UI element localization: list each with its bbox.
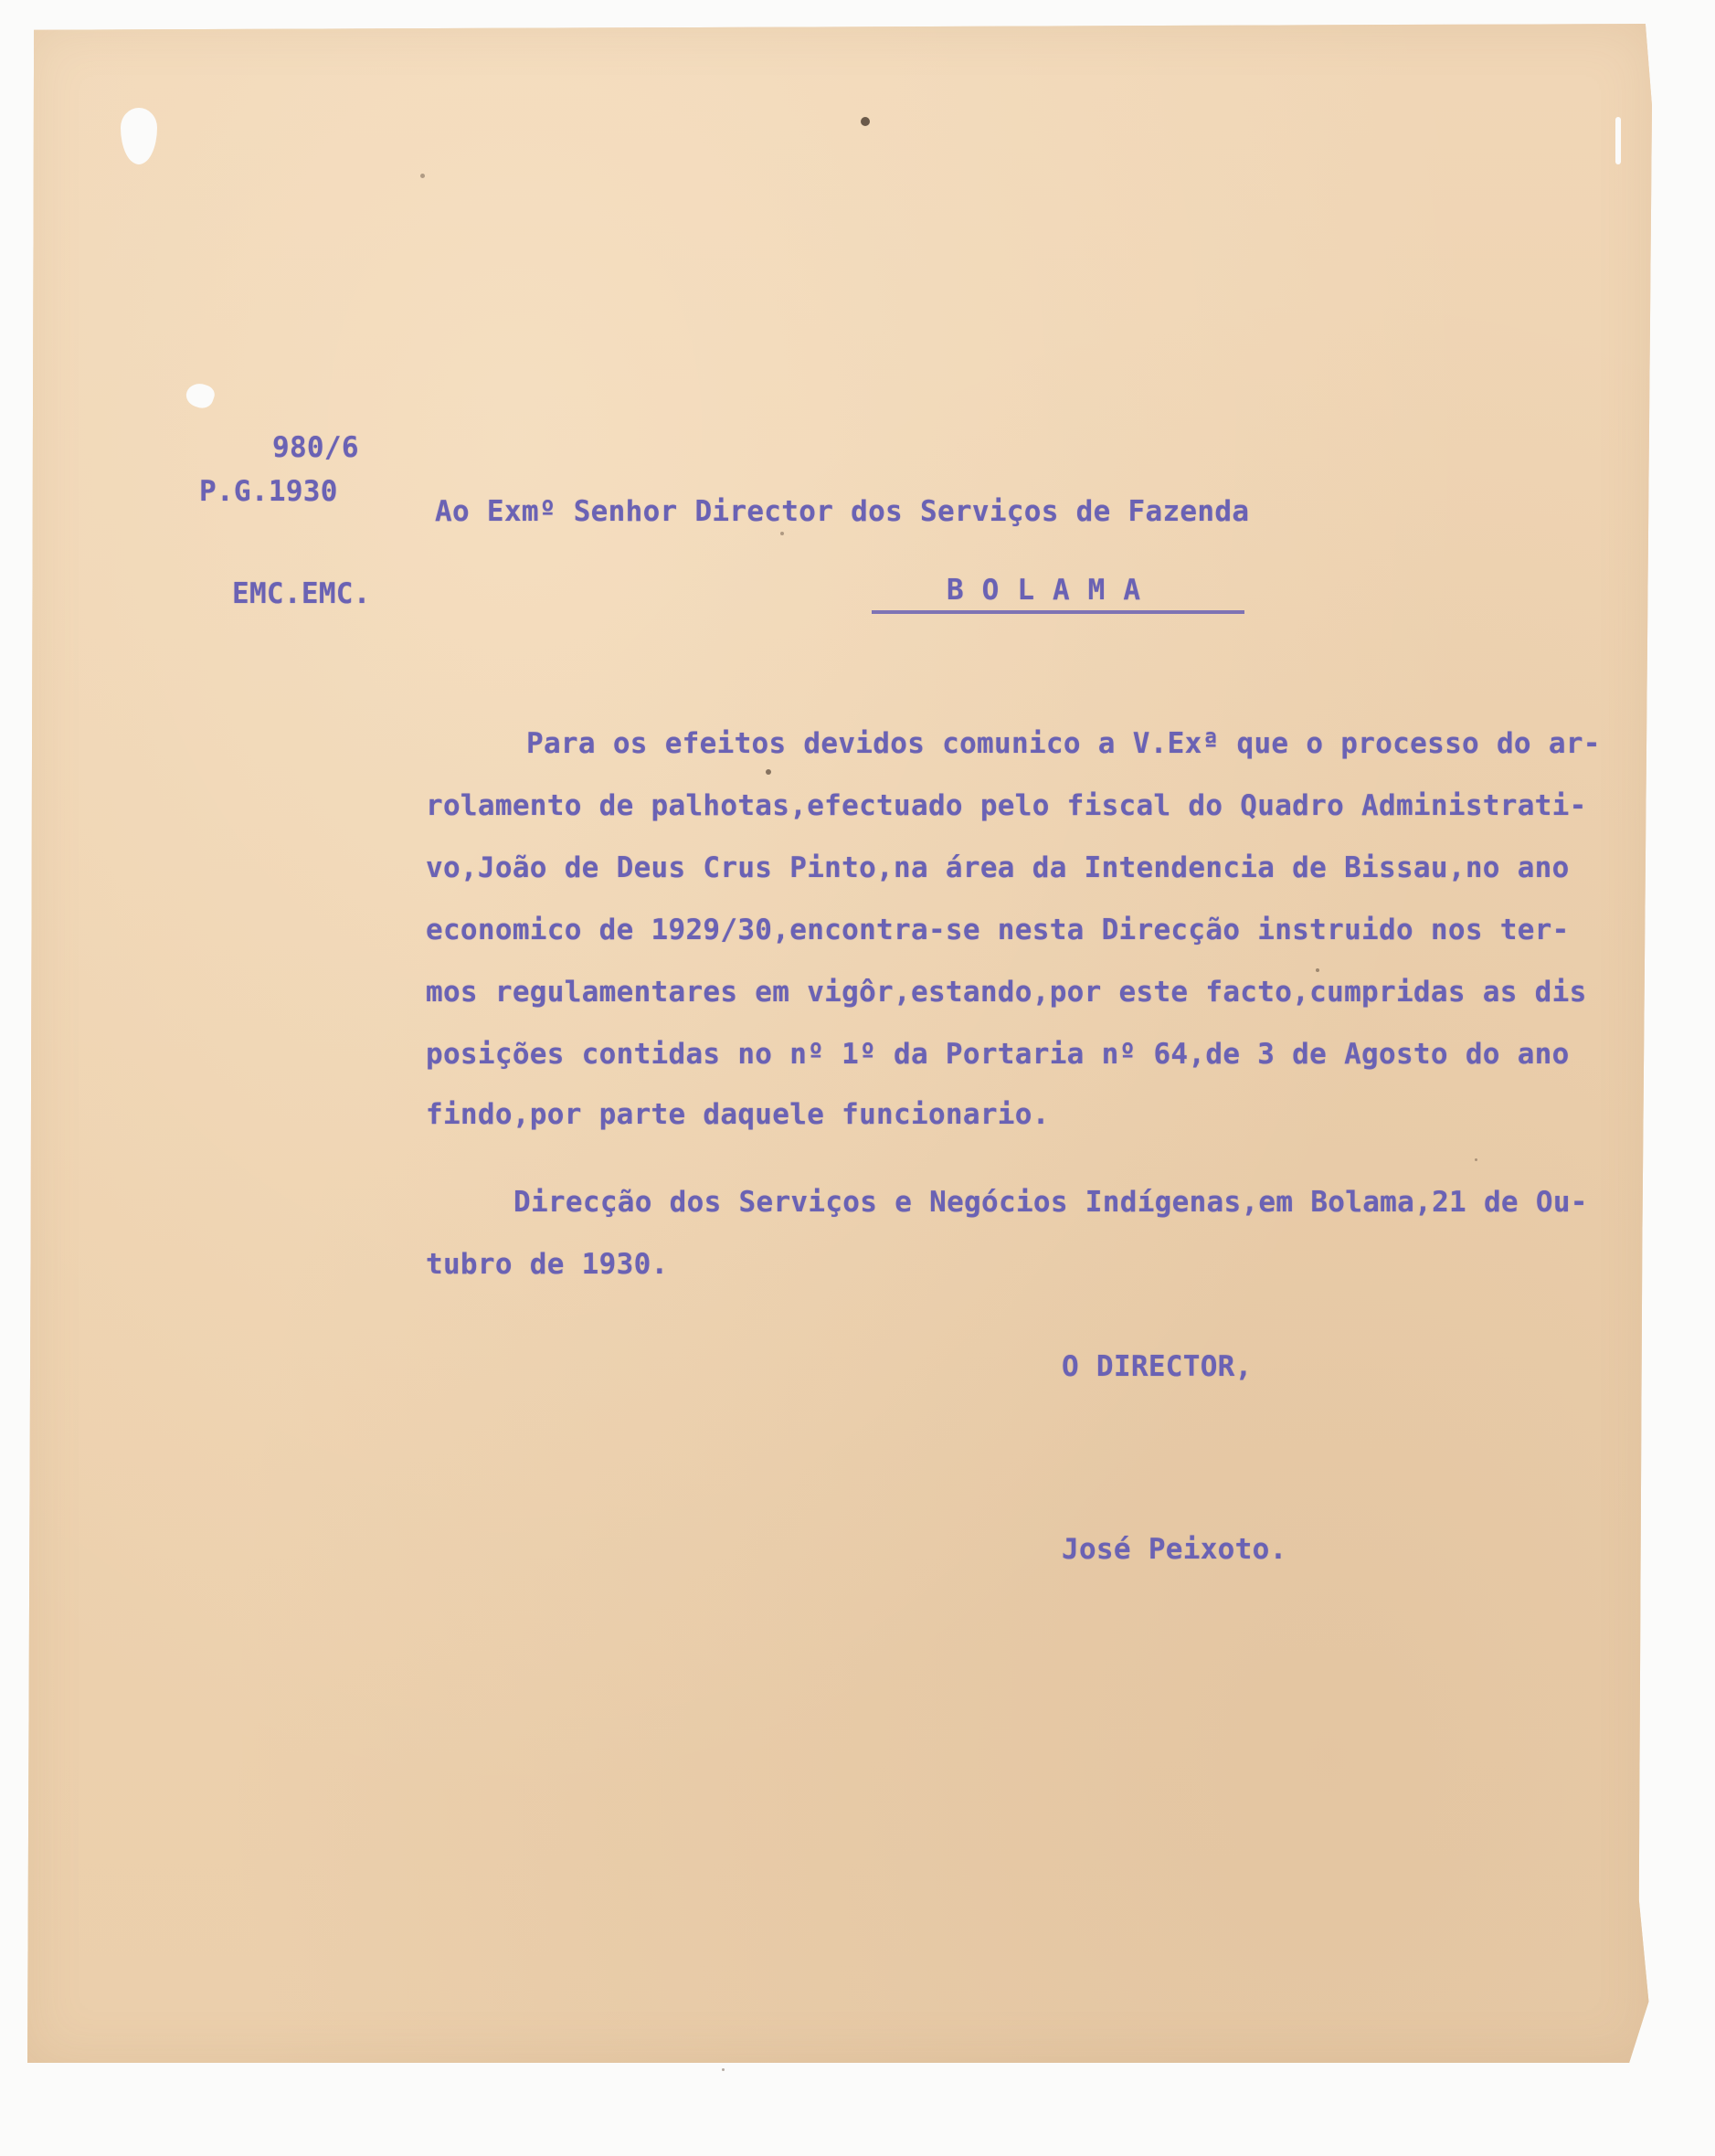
destination-city: BOLAMA <box>947 574 1159 607</box>
body-line-7: findo,por parte daquele funcionario. <box>426 1098 1050 1131</box>
body-line-3: vo,João de Deus Crus Pinto,na área da Intendencia de Bissau,no ano <box>426 851 1570 884</box>
paper-speck <box>722 2068 725 2071</box>
body-line-1: Para os efeitos devidos comunico a V.Exª que o processo do ar- <box>526 727 1601 760</box>
closing-line-1: Direcção dos Serviços e Negócios Indígenas,em Bolama,21 de Ou- <box>513 1186 1588 1219</box>
addressee-line: Ao Exmº Senhor Director dos Serviços de Fazenda <box>435 495 1250 528</box>
body-line-2: rolamento de palhotas,efectuado pelo fiscal do Quadro Administrati- <box>426 789 1587 822</box>
paper-speck <box>766 769 771 775</box>
reference-number: 980/6 <box>272 431 359 464</box>
city-underline <box>872 610 1244 614</box>
paper-speck <box>1475 1158 1477 1161</box>
body-line-5: mos regulamentares em vigôr,estando,por este facto,cumpridas as dis <box>426 976 1587 1009</box>
paper-speck <box>861 117 870 126</box>
signature-name: José Peixoto. <box>1062 1533 1287 1566</box>
paper-speck <box>780 532 784 535</box>
body-line-4: economico de 1929/30,encontra-se nesta Direcção instruido nos ter- <box>426 914 1570 946</box>
typist-initials: EMC.EMC. <box>232 577 371 610</box>
punch-hole-right <box>1615 117 1621 164</box>
signature-title: O DIRECTOR, <box>1062 1350 1253 1383</box>
closing-line-2: tubro de 1930. <box>426 1248 669 1281</box>
paper-speck <box>420 174 425 178</box>
reference-code: P.G.1930 <box>199 475 338 508</box>
body-line-6: posições contidas no nº 1º da Portaria nº 64,de 3 de Agosto do ano <box>426 1038 1570 1071</box>
paper-speck <box>1316 968 1319 972</box>
